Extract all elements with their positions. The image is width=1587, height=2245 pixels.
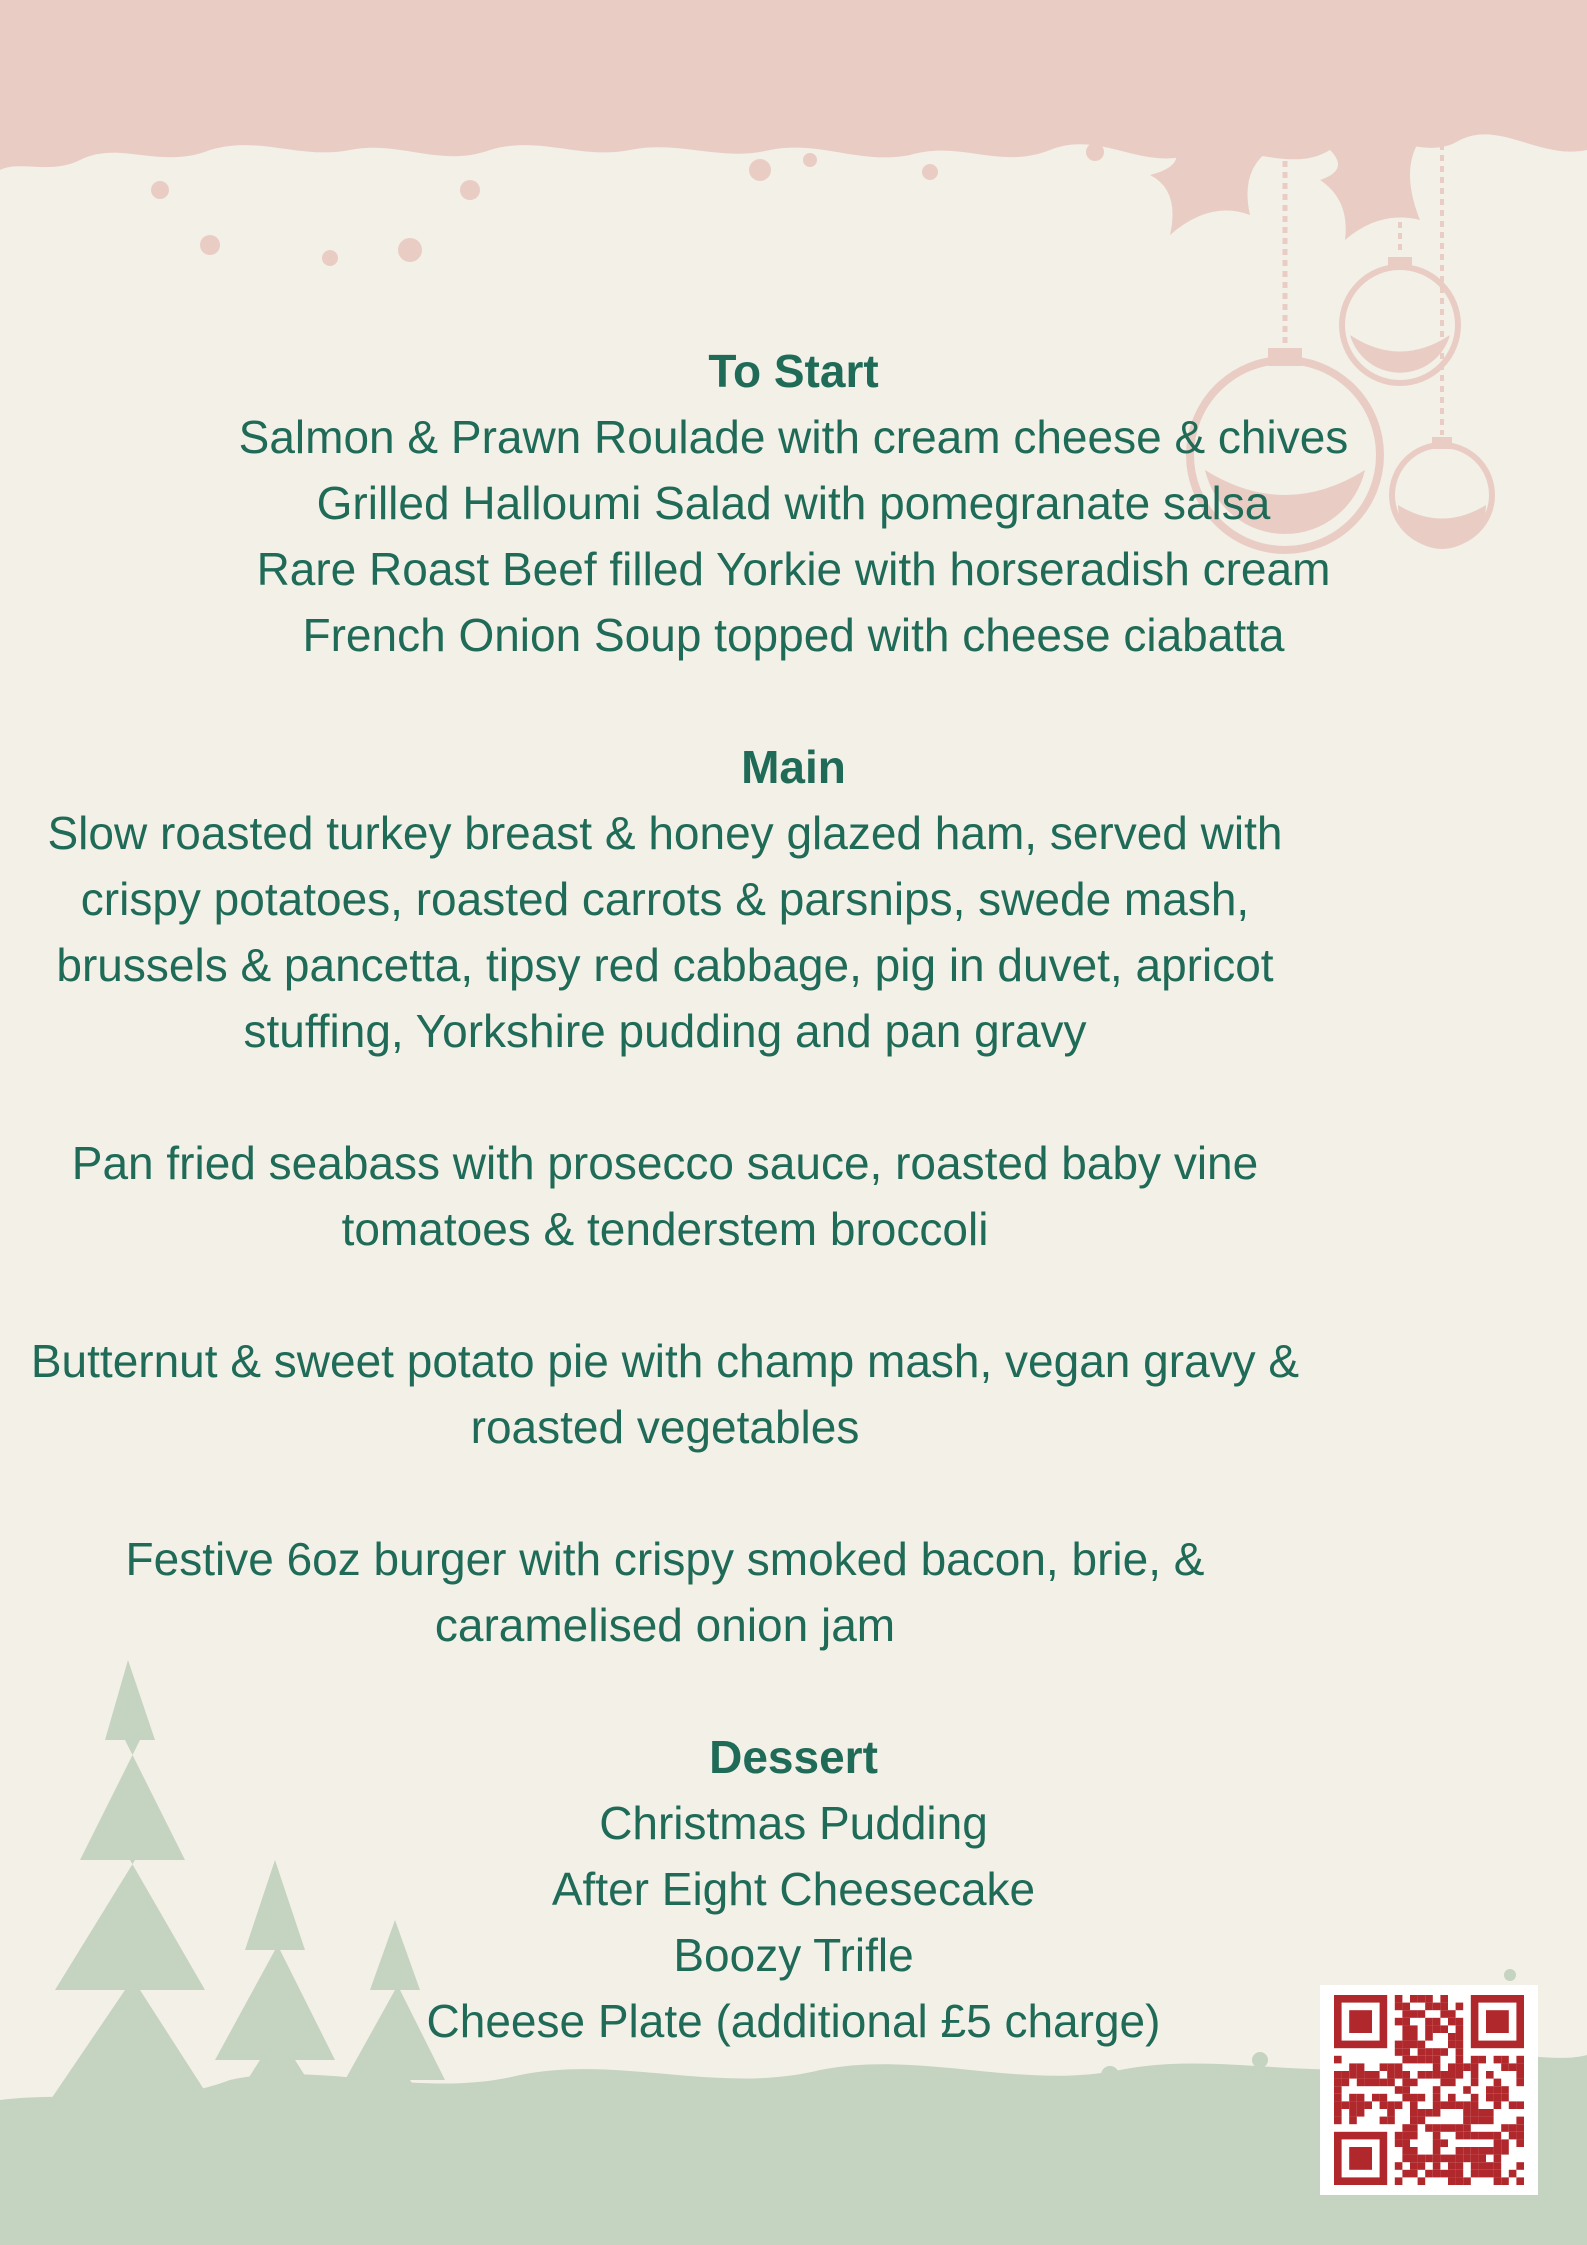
menu-item: Boozy Trifle — [673, 1929, 914, 1981]
section-heading-start: To Start — [708, 345, 879, 397]
menu-item: Butternut & sweet potato pie with champ mash, vegan gravy & roasted vegetables — [30, 1335, 1300, 1453]
menu-item: Cheese Plate (additional £5 charge) — [426, 1995, 1161, 2047]
menu-item: Christmas Pudding — [599, 1797, 988, 1849]
menu-item: Salmon & Prawn Roulade with cream cheese & chives — [238, 411, 1349, 463]
section-heading-main: Main — [741, 741, 846, 793]
christmas-menu — [0, 338, 1587, 2054]
menu-item: Pan fried seabass with prosecco sauce, roasted baby vine tomatoes & tenderstem broccoli — [71, 1137, 1259, 1255]
main-section — [0, 734, 1587, 1658]
starters-section — [0, 338, 1587, 668]
menu-item: Rare Roast Beef filled Yorkie with horseradish cream — [256, 543, 1331, 595]
menu-item: French Onion Soup topped with cheese ciabatta — [302, 609, 1285, 661]
menu-item: Grilled Halloumi Salad with pomegranate salsa — [316, 477, 1271, 529]
menu-item: Festive 6oz burger with crispy smoked bacon, brie, & caramelised onion jam — [125, 1533, 1205, 1651]
section-heading-dessert: Dessert — [709, 1731, 878, 1783]
menu-item: Slow roasted turkey breast & honey glazed ham, served with crispy potatoes, roasted carrots & parsnips, swede mash, brussels & pancetta, tipsy red cabbage, pig in duvet, apricot stuffing, Yorkshire pudding and pan gravy — [47, 807, 1283, 1057]
menu-item: After Eight Cheesecake — [551, 1863, 1036, 1915]
qr-code-icon[interactable] — [1320, 1985, 1538, 2195]
